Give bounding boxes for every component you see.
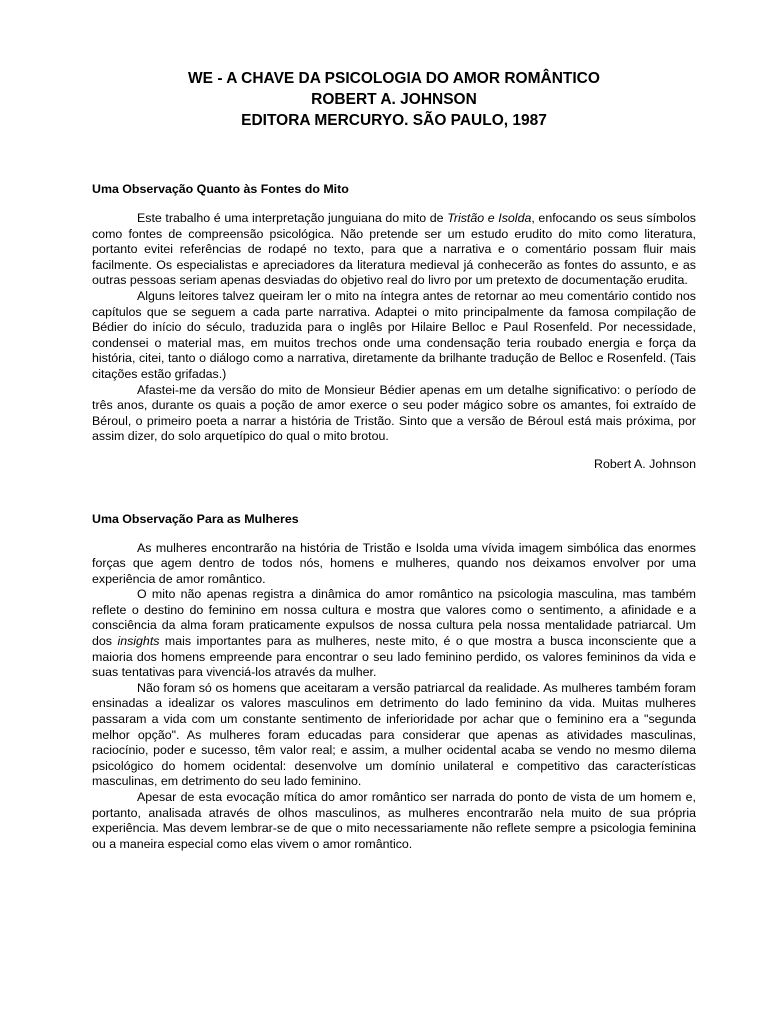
book-title: WE - A CHAVE DA PSICOLOGIA DO AMOR ROMÂNTICO [188,70,600,87]
paragraph: As mulheres encontrarão na história de Tristão e Isolda uma vívida imagem simbólica das enormes forças que agem dentro de todos nós, homens e mulheres, quando nos deixamos envolver por uma experiência de amor romântico. [92,540,696,586]
paragraph-text: mais importantes para as mulheres, neste mito, é o que mostra a busca inconsciente que a maioria dos homens empreende para encontrar o seu lado feminino perdido, os valores femininos da vida e suas tentativas para vivenciá-los através da mulher. [92,634,697,680]
paragraph-text: Este trabalho é uma interpretação junguiana do mito de [137,211,448,225]
section-heading-women: Uma Observação Para as Mulheres [92,511,299,526]
book-author: ROBERT A. JOHNSON [311,91,477,108]
paragraph-text: O mito não apenas registra a dinâmica do amor romântico na psicologia masculina, mas também reflete o destino do feminino em nossa cultura e mostra que valores como o sentimento, a afinidade e a consciência da alma foram praticamente expulsos de nossa cultura pela nossa mentalidade patriarcal. Um dos [92,587,696,649]
document-header [92,68,696,131]
section-sources [92,181,696,473]
section-women-body [92,541,696,853]
italic-title: Tristão e Isolda [447,211,532,225]
author-signature: Robert A. Johnson [594,456,696,471]
section-sources-body [92,211,696,445]
paragraph: Apesar de esta evocação mítica do amor romântico ser narrada do ponto de vista de um homem e, portanto, analisada através de olhos masculinos, as mulheres encontrarão nela muito de sua própria experiência. Mas devem lembrar-se de que o mito necessariamente não reflete sempre a psicologia feminina ou a maneira especial como elas vivem o amor romântico. [92,790,696,851]
document-page [92,68,696,852]
section-women [92,511,696,853]
paragraph [92,211,696,289]
paragraph: Não foram só os homens que aceitaram a versão patriarcal da realidade. As mulheres também foram ensinadas a idealizar os valores masculinos em detrimento do lado feminino da vida. Muitas mulheres passaram a vida com um constante sentimento de inferioridade por achar que o feminino era a "segunda melhor opção". As mulheres foram educadas para considerar que apenas as atividades masculinas, raciocínio, poder e sucesso, têm valor real; e assim, a mulher ocidental acaba se vendo no mesmo dilema psicológico do homem ocidental: desenvolve um domínio unilateral e competitivo das características masculinas, em detrimento do seu lado feminino. [92,680,696,789]
paragraph: Alguns leitores talvez queiram ler o mito na íntegra antes de retornar ao meu comentário contido nos capítulos que se seguem a cada parte narrativa. Adaptei o mito principalmente da famosa compilação de Bédier do início do século, traduzida para o inglês por Hilaire Belloc e Paul Rosenfeld. Por necessidade, condensei o material mas, em muitos trechos onde uma condensação teria roubado energia e força da história, citei, tanto o diálogo como a narrativa, diretamente da brilhante tradução de Belloc e Rosenfeld. (Tais citações estão grifadas.) [92,288,696,381]
section-heading-sources: Uma Observação Quanto às Fontes do Mito [92,182,349,196]
italic-word: insights [117,634,160,649]
paragraph: Afastei-me da versão do mito de Monsieur Bédier apenas em um detalhe significativo: o período de três anos, durante os quais a poção de amor exerce o seu poder mágico sobre os amantes, foi extraído de Béroul, o primeiro poeta a narrar a história de Tristão. Sinto que a versão de Béroul está mais próxima, por assim dizer, do solo arquetípico do qual o mito brotou. [92,382,696,444]
paragraph-text: , enfocando os seus símbolos como fontes de compreensão psicológica. Não pretende ser um estudo erudito do mito como literatura, portanto evitei referências de rodapé no texto, para que a narrativa e o comentário possam fluir mais facilmente. Os especialistas e apreciadores da literatura medieval já conhecerão as fontes do assunto, e as outras pessoas seriam apenas desviadas do objetivo real do livro por um pretexto de documentação erudita. [92,211,696,288]
paragraph [92,587,696,681]
book-publisher: EDITORA MERCURYO. SÃO PAULO, 1987 [241,112,547,129]
